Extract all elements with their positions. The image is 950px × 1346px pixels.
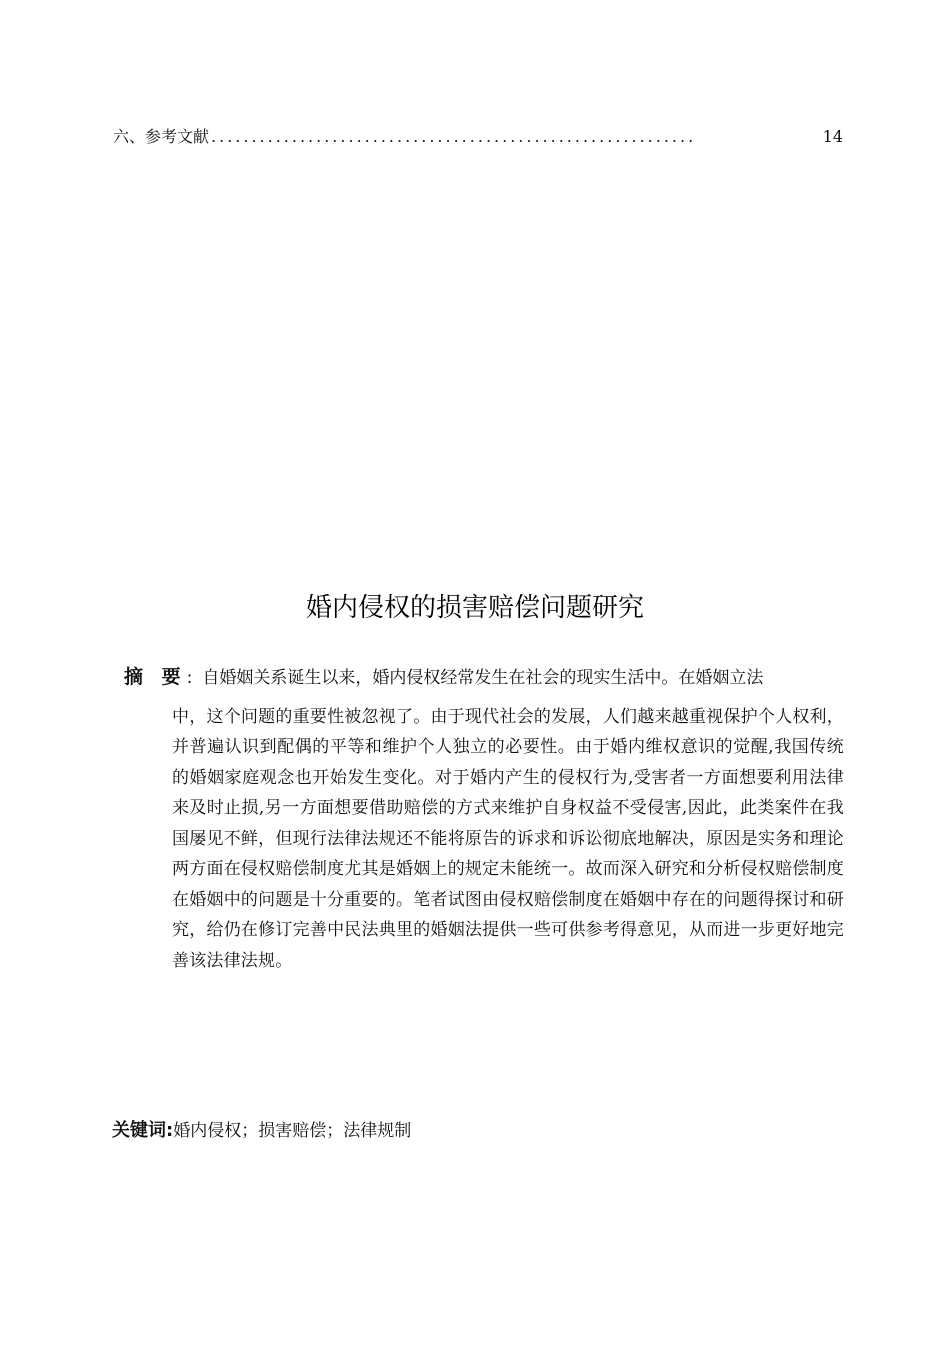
abstract-first-text: 自婚姻关系诞生以来，婚内侵权经常发生在社会的现实生活中。在婚姻立法 bbox=[202, 668, 764, 688]
keywords-value: 婚内侵权；损害赔偿；法律规制 bbox=[173, 1121, 412, 1141]
toc-page-number: 14 bbox=[822, 127, 843, 146]
document-title: 婚内侵权的损害赔偿问题研究 bbox=[305, 593, 644, 624]
toc-leader-dots: ............................................................ bbox=[211, 127, 697, 146]
keywords-label: 关键词: bbox=[112, 1120, 174, 1141]
toc-entry-references[interactable] bbox=[113, 124, 843, 150]
abstract-label: 摘 要 bbox=[124, 666, 187, 688]
toc-entry-label: 六、参考文献 bbox=[113, 127, 210, 146]
abstract-section bbox=[124, 662, 844, 976]
abstract-body: 中，这个问题的重要性被忽视了。由于现代社会的发展，人们越来越重视保护个人权利，并普遍认识到配偶的平等和维护个人独立的必要性。由于婚内维权意识的觉醒,我国传统的婚姻家庭观念也开始发生变化。对于婚内产生的侵权行为,受害者一方面想要利用法律来及时止损,另一方面想要借助赔偿的方式来维护自身权益不受侵害,因此，此类案件在我国屡见不鲜，但现行法律法规还不能将原告的诉求和诉讼彻底地解决，原因是实务和理论两方面在侵权赔偿制度尤其是婚姻上的规定未能统一。故而深入研究和分析侵权赔偿制度在婚姻中的问题是十分重要的。笔者试图由侵权赔偿制度在婚姻中存在的问题得探讨和研究，给仍在修订完善中民法典里的婚姻法提供一些可供参考得意见，从而进一步更好地完善该法律法规。 bbox=[172, 706, 844, 971]
abstract-first-line bbox=[124, 662, 844, 694]
abstract-colon: : bbox=[186, 668, 193, 688]
keywords-line bbox=[112, 1117, 411, 1145]
